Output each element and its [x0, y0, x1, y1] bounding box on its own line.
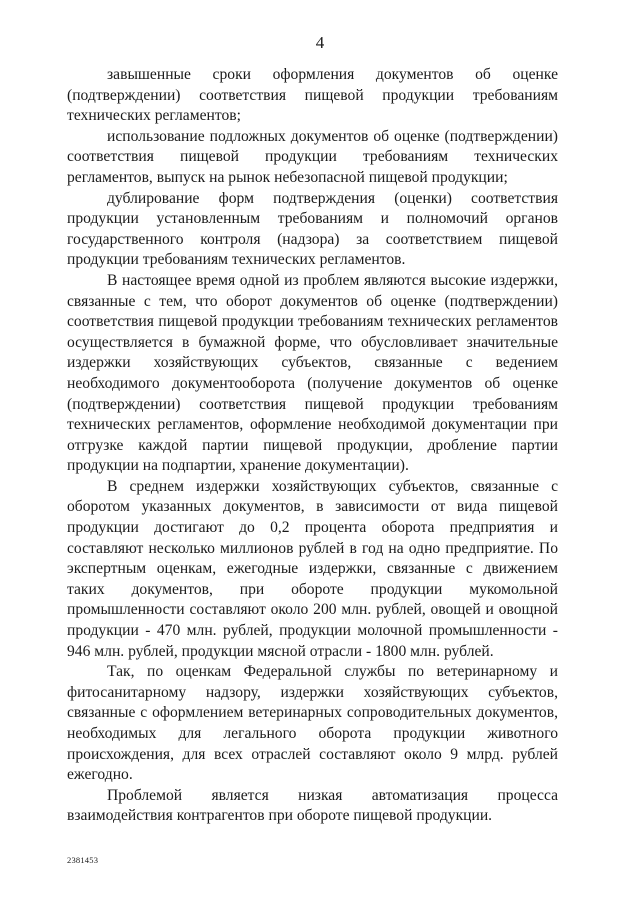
paragraph-average-costs: В среднем издержки хозяйствующих субъектов, связанные с оборотом указанных документов, в зависимости от вида пищевой продукции достигают до 0,2 процента оборота предприятия и составляют несколько миллионов рублей в год на одно предприятие. По экспертным оценкам, ежегодные издержки, связанные с движением таких документов, при обороте продукции мукомольной промышленности составляют около 200 млн. рублей, овощей и овощной продукции - 470 млн. рублей, продукции молочной промышленности - 946 млн. рублей, продукции мясной отрасли - 1800 млн. рублей. — [67, 477, 558, 660]
paragraph-deadlines: завышенные сроки оформления документов об оценке (подтверждении) соответствия пищевой продукции требованиям технических регламентов; — [67, 66, 558, 125]
paragraph-forged-documents: использование подложных документов об оценке (подтверждении) соответствия пищевой продукции требованиям технических регламентов, выпуск на рынок небезопасной пищевой продукции; — [67, 127, 558, 186]
paragraph-automation: Проблемой является низкая автоматизация процесса взаимодействия контрагентов при обороте пищевой продукции. — [67, 786, 558, 825]
body-text — [67, 65, 558, 827]
document-id: 2381453 — [67, 855, 99, 865]
paragraph-paper-costs: В настоящее время одной из проблем являются высокие издержки, связанные с тем, что оборот документов об оценке (подтверждении) соответствия пищевой продукции требованиям технических регламентов осуществляется в бумажной форме, что обусловливает значительные издержки хозяйствующих субъектов, связанные с ведением необходимого документооборота (получение документов об оценке (подтверждении) соответствия пищевой продукции требованиям технических регламентов, оформление необходимой документации при отгрузке каждой партии пищевой продукции, дробление партии продукции на подпартии, хранение документации). — [67, 271, 558, 475]
page-number: 4 — [315, 33, 325, 52]
paragraph-duplication: дублирование форм подтверждения (оценки) соответствия продукции установленным требованиям и полномочий органов государственного контроля (надзора) за соответствием пищевой продукции требованиям технических регламентов. — [67, 189, 558, 269]
paragraph-rosselkhoznadzor: Так, по оценкам Федеральной службы по ветеринарному и фитосанитарному надзору, издержки хозяйствующих субъектов, связанные с оформлением ветеринарных сопроводительных документов, необходимых для легального оборота продукции животного происхождения, для всех отраслей составляют около 9 млрд. рублей ежегодно. — [67, 663, 558, 784]
